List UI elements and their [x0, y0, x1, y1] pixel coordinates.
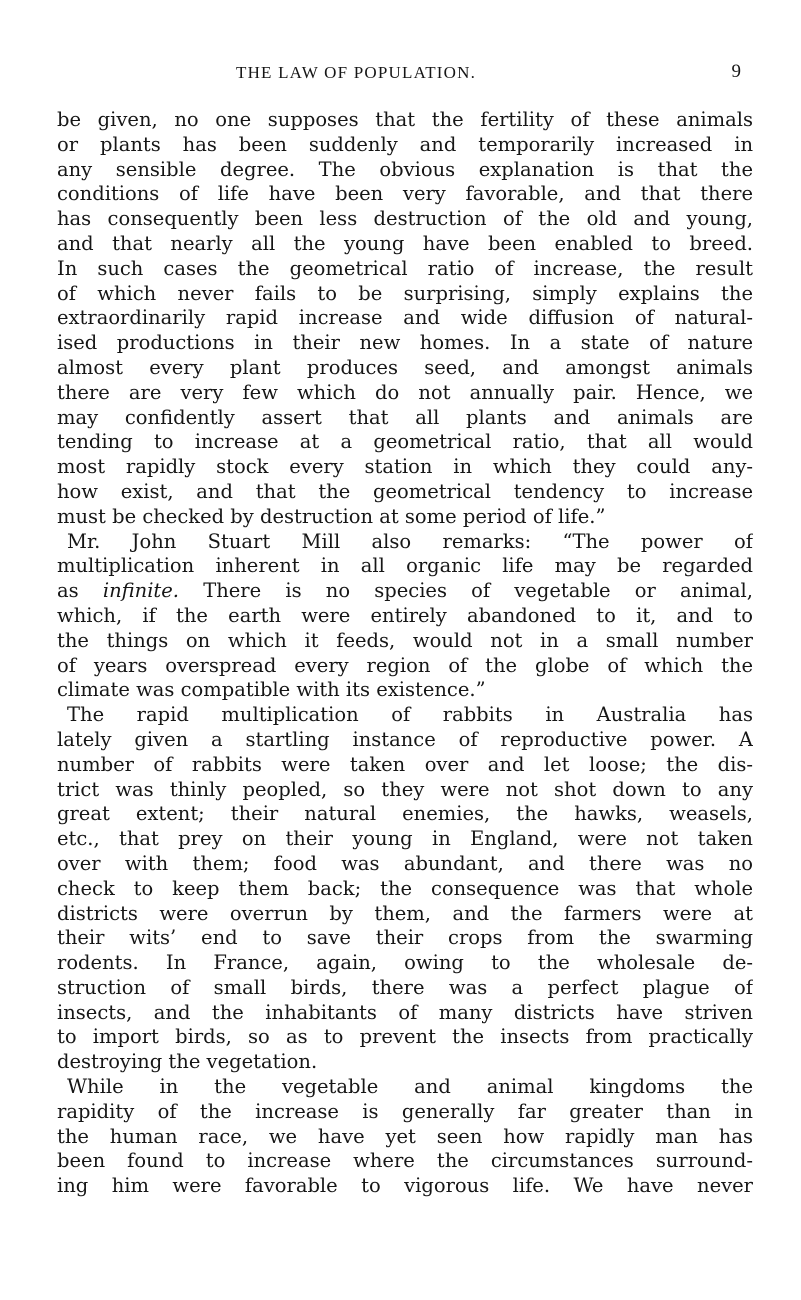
text-line: their wits’ end to save their crops from the swarming: [57, 926, 753, 950]
text-line: destroying the vegetation.: [57, 1050, 318, 1074]
text-line: insects, and the inhabitants of many districts have striven: [57, 1000, 753, 1024]
running-title: THE LAW OF POPULATION.: [236, 63, 477, 82]
text-line: most rapidly stock every station in which they could any-: [57, 455, 753, 479]
text-fragment: as: [57, 579, 79, 603]
text-line: there are very few which do not annually pair. Hence, we: [57, 380, 753, 404]
body-text: [57, 108, 753, 1199]
text-line: extraordinarily rapid increase and wide diffusion of natural-: [57, 306, 753, 330]
text-line: any sensible degree. The obvious explanation is that the: [57, 157, 753, 181]
text-line: and that nearly all the young have been enabled to breed.: [57, 231, 753, 255]
text-line: has consequently been less destruction of the old and young,: [57, 207, 753, 231]
text-line: be given, no one supposes that the fertility of these animals: [57, 108, 753, 131]
text-line-with-italic: [57, 579, 753, 604]
text-line: the things on which it feeds, would not in a small number: [57, 628, 753, 652]
text-line: tending to increase at a geometrical ratio, that all would: [57, 430, 753, 454]
text-line: great extent; their natural enemies, the hawks, weasels,: [57, 802, 753, 826]
text-line: Mr. John Stuart Mill also remarks: “The power of: [67, 529, 753, 553]
text-line: how exist, and that the geometrical tendency to increase: [57, 479, 753, 503]
italic-word: infinite.: [102, 579, 179, 603]
text-line: which, if the earth were entirely abandoned to it, and to: [57, 603, 753, 627]
text-line: number of rabbits were taken over and let loose; the dis-: [57, 752, 753, 776]
text-fragment: There is no species of vegetable or animal,: [203, 579, 753, 603]
text-line: to import birds, so as to prevent the insects from practically: [57, 1025, 753, 1049]
text-line: The rapid multiplication of rabbits in Australia has: [67, 703, 753, 727]
text-line: of which never fails to be surprising, simply explains the: [57, 281, 753, 305]
text-line: trict was thinly peopled, so they were not shot down to any: [57, 777, 753, 801]
text-line: been found to increase where the circumstances surround-: [57, 1149, 753, 1173]
text-line: In such cases the geometrical ratio of increase, the result: [57, 256, 753, 280]
text-line: lately given a startling instance of reproductive power. A: [57, 727, 753, 751]
text-line: of years overspread every region of the globe of which the: [57, 653, 753, 677]
text-line: rapidity of the increase is generally far greater than in: [57, 1099, 753, 1123]
text-line: climate was compatible with its existence.”: [57, 678, 486, 702]
text-line: the human race, we have yet seen how rapidly man has: [57, 1124, 753, 1148]
text-line: etc., that prey on their young in England, were not taken: [57, 827, 753, 851]
text-line: ised productions in their new homes. In a state of nature: [57, 331, 753, 355]
text-line: While in the vegetable and animal kingdoms the: [67, 1075, 753, 1099]
text-line: or plants has been suddenly and temporarily increased in: [57, 132, 753, 156]
text-line: conditions of life have been very favorable, and that there: [57, 182, 753, 206]
text-line: struction of small birds, there was a perfect plague of: [57, 975, 753, 999]
text-line: rodents. In France, again, owing to the wholesale de-: [57, 951, 753, 975]
text-line: check to keep them back; the consequence was that whole: [57, 876, 753, 900]
text-line: must be checked by destruction at some period of life.”: [57, 504, 606, 528]
text-line: districts were overrun by them, and the farmers were at: [57, 901, 753, 925]
text-line: may confidently assert that all plants and animals are: [57, 405, 753, 429]
text-line: almost every plant produces seed, and amongst animals: [57, 355, 753, 379]
running-head: [0, 63, 801, 89]
text-line: multiplication inherent in all organic life may be regarded: [57, 554, 753, 578]
page-number: 9: [731, 61, 741, 82]
text-line: ing him were favorable to vigorous life. We have never: [57, 1174, 753, 1198]
text-line: over with them; food was abundant, and there was no: [57, 851, 753, 875]
